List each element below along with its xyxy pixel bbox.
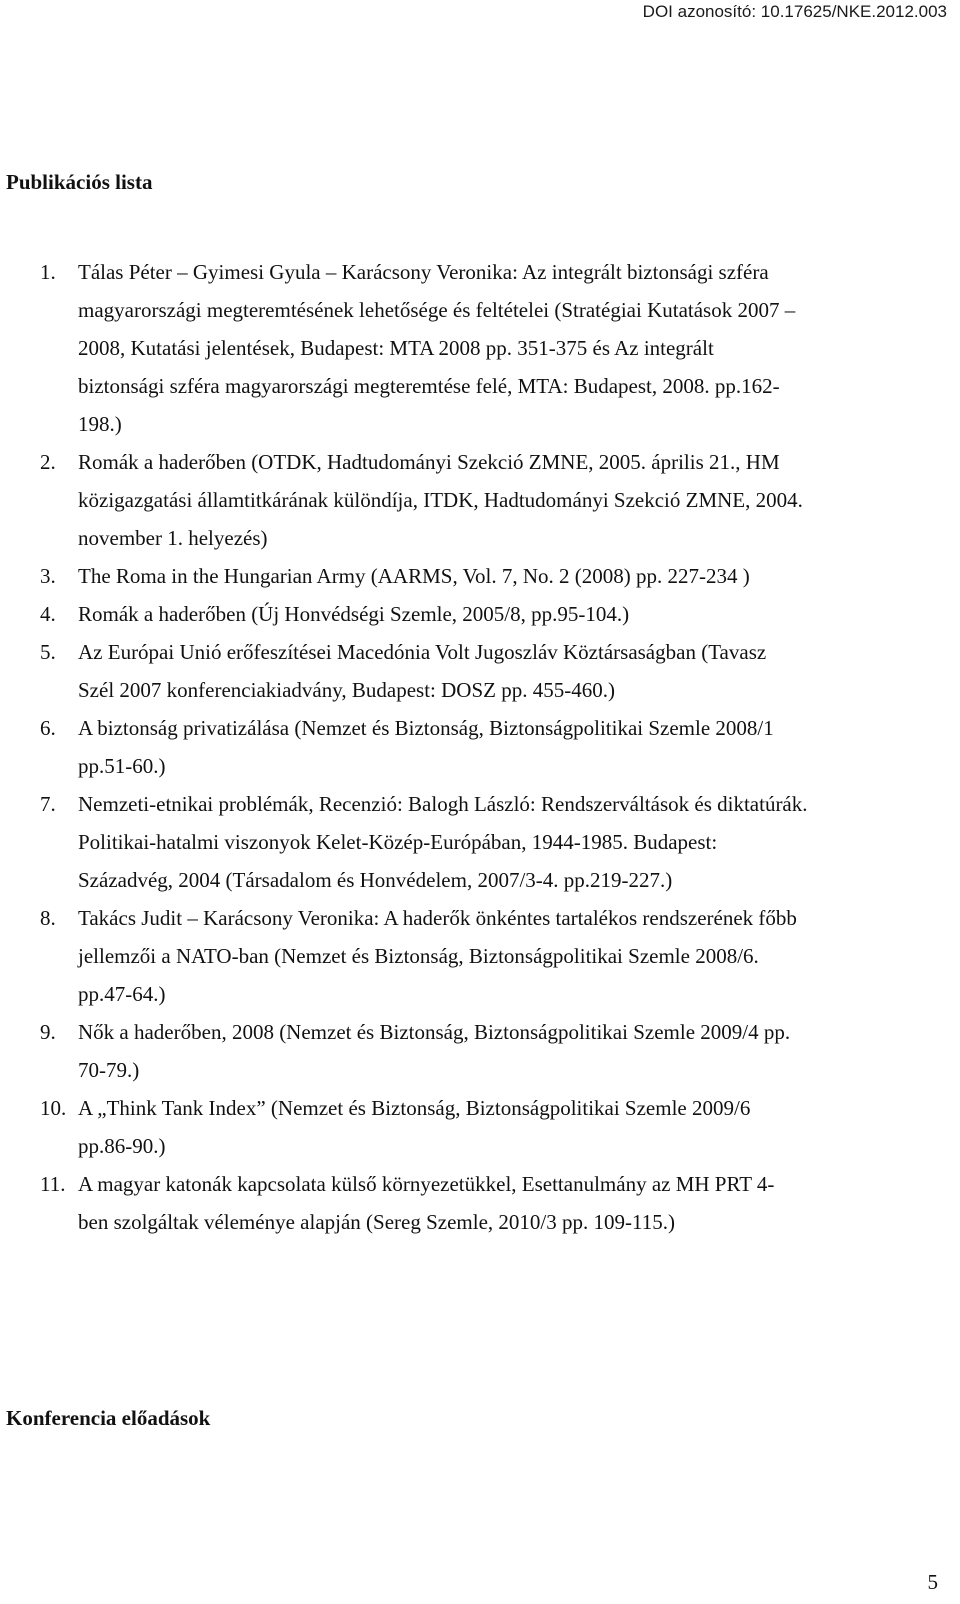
section-heading-publications: Publikációs lista — [6, 170, 153, 194]
publication-text: Takács Judit – Karácsony Veronika: A haderők önkéntes tartalékos rendszerének főbb jellemzői a NATO-ban (Nemzet és Biztonság, Biztonságpolitikai Szemle 2008/6. pp.47-64.) — [78, 906, 797, 1006]
publication-text: A biztonság privatizálása (Nemzet és Biztonság, Biztonságpolitikai Szemle 2008/1 pp.51-60.) — [78, 716, 774, 778]
page-number: 5 — [927, 1570, 938, 1594]
publication-list — [0, 253, 945, 1241]
publication-number: 5. — [40, 640, 56, 664]
publication-item — [0, 595, 945, 633]
publication-number: 9. — [40, 1020, 56, 1044]
publication-text: Romák a haderőben (OTDK, Hadtudományi Szekció ZMNE, 2005. április 21., HM közigazgatási államtitkárának különdíja, ITDK, Hadtudományi Szekció ZMNE, 2004. november 1. helyezés) — [78, 450, 803, 550]
publication-text: A „Think Tank Index” (Nemzet és Biztonság, Biztonságpolitikai Szemle 2009/6 pp.86-90.) — [78, 1096, 751, 1158]
publication-item — [0, 785, 945, 899]
publication-number: 1. — [40, 260, 56, 284]
publication-item — [0, 557, 945, 595]
publication-text: Az Európai Unió erőfeszítései Macedónia Volt Jugoszláv Köztársaságban (Tavasz Szél 2007 konferenciakiadvány, Budapest: DOSZ pp. 455-460.) — [78, 640, 767, 702]
publication-text: Romák a haderőben (Új Honvédségi Szemle, 2005/8, pp.95-104.) — [78, 602, 630, 626]
publication-text: Nők a haderőben, 2008 (Nemzet és Biztonság, Biztonságpolitikai Szemle 2009/4 pp. 70-79.) — [78, 1020, 791, 1082]
publication-text: Nemzeti-etnikai problémák, Recenzió: Balogh László: Rendszerváltások és diktatúrák. Politikai-hatalmi viszonyok Kelet-Közép-Európában, 1944-1985. Budapest: Századvég, 2004 (Társadalom és Honvédelem, 2007/3-4. pp.219-227.) — [78, 792, 808, 892]
publication-item — [0, 1013, 945, 1089]
publication-text: The Roma in the Hungarian Army (AARMS, Vol. 7, No. 2 (2008) pp. 227-234 ) — [78, 564, 750, 588]
publication-number: 7. — [40, 792, 56, 816]
publication-item — [0, 253, 945, 443]
publication-number: 6. — [40, 716, 56, 740]
publication-text: Tálas Péter – Gyimesi Gyula – Karácsony Veronika: Az integrált biztonsági szféra magyarországi megteremtésének lehetősége és feltételei (Stratégiai Kutatások 2007 – 2008, Kutatási jelentések, Budapest: MTA 2008 pp. 351-375 és Az integrált biztonsági szféra magyarországi megteremtése felé, MTA: Budapest, 2008. pp.162- 198.) — [78, 260, 796, 436]
publication-number: 2. — [40, 450, 56, 474]
publication-number: 4. — [40, 602, 56, 626]
publication-item — [0, 709, 945, 785]
publication-item — [0, 633, 945, 709]
publication-item — [0, 1165, 945, 1241]
publication-item — [0, 899, 945, 1013]
doi-header: DOI azonosító: 10.17625/NKE.2012.003 — [642, 2, 947, 21]
publication-item — [0, 443, 945, 557]
publication-item — [0, 1089, 945, 1165]
section-heading-conferences: Konferencia előadások — [6, 1406, 211, 1430]
publication-text: A magyar katonák kapcsolata külső környezetükkel, Esettanulmány az MH PRT 4- ben szolgáltak véleménye alapján (Sereg Szemle, 2010/3 pp. 109-115.) — [78, 1172, 775, 1234]
publication-number: 11. — [40, 1172, 66, 1196]
publication-number: 10. — [40, 1096, 67, 1120]
publication-number: 8. — [40, 906, 56, 930]
publication-number: 3. — [40, 564, 56, 588]
